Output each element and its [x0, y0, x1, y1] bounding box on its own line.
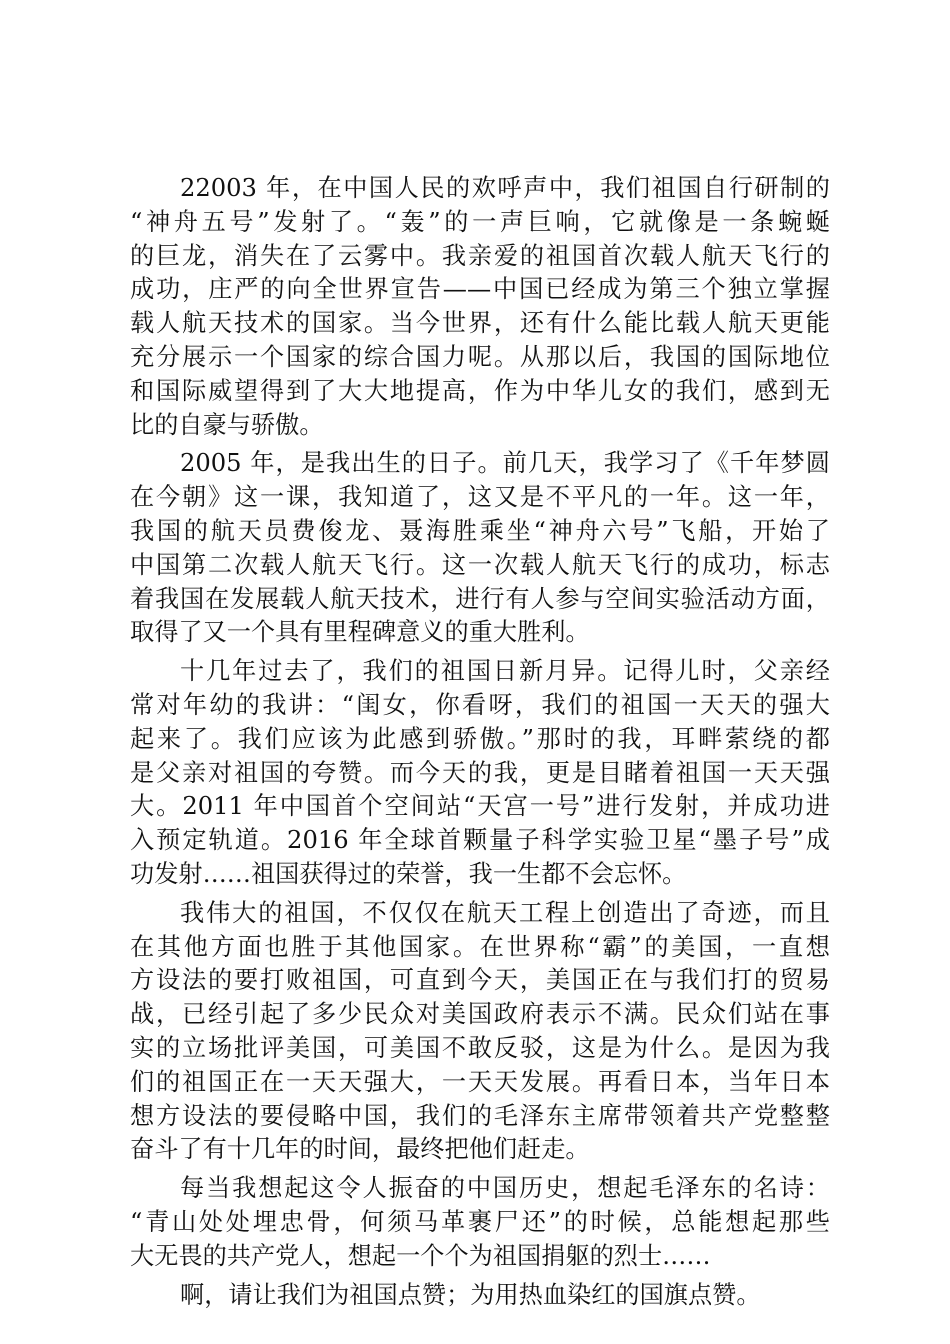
paragraph [130, 447, 830, 650]
text-line: 啊，请让我们为祖国点赞；为用热血染红的国旗点赞。 [180, 1280, 761, 1309]
text-line: 比的自豪与骄傲。 [130, 410, 324, 439]
text-line: 实的立场批评美国，可美国不敢反驳，这是为什么。是因为我 [130, 1033, 830, 1062]
text-line: 常对年幼的我讲：“闺女，你看呀，我们的祖国一天天的强大 [130, 690, 830, 719]
text-line: 着我国在发展载人航天技术，进行有人参与空间实验活动方面， [130, 584, 830, 613]
text-line: 取得了又一个具有里程碑意义的重大胜利。 [130, 618, 590, 647]
text-line: 入预定轨道。2016 年全球首颗量子科学实验卫星“墨子号”成 [130, 826, 830, 855]
text-line: 我国的航天员费俊龙、聂海胜乘坐“神舟六号”飞船，开始了 [130, 516, 830, 545]
text-line: “青山处处埋忠骨，何须马革裹尸还”的时候，总能想起那些 [130, 1207, 830, 1236]
text-line: 载人航天技术的国家。当今世界，还有什么能比载人航天更能 [130, 309, 830, 338]
text-line: 成功，庄严的向全世界宣告——中国已经成为第三个独立掌握 [130, 275, 830, 304]
text-line: 奋斗了有十几年的时间，最终把他们赶走。 [130, 1135, 590, 1164]
document-body [130, 172, 830, 1312]
paragraph [130, 655, 830, 892]
text-line: 是父亲对祖国的夸赞。而今天的我，更是目睹着祖国一天天强 [130, 758, 830, 787]
text-line: 功发射……祖国获得过的荣誉，我一生都不会忘怀。 [130, 859, 687, 888]
text-line: 充分展示一个国家的综合国力呢。从那以后，我国的国际地位 [130, 342, 830, 371]
text-line: 和国际威望得到了大大地提高，作为中华儿女的我们，感到无 [130, 376, 830, 405]
text-line: 方设法的要打败祖国，可直到今天，美国正在与我们打的贸易 [130, 966, 830, 995]
paragraph [130, 1172, 830, 1273]
text-line: 十几年过去了，我们的祖国日新月异。记得儿时，父亲经 [180, 657, 830, 686]
text-line: 想方设法的要侵略中国，我们的毛泽东主席带领着共产党整整 [130, 1101, 830, 1130]
paragraph [130, 172, 830, 442]
text-line: 22003 年，在中国人民的欢呼声中，我们祖国自行研制的 [180, 174, 830, 202]
paragraph [130, 1279, 830, 1313]
text-line: 大。2011 年中国首个空间站“天宫一号”进行发射，并成功进 [130, 792, 830, 821]
text-line: 大无畏的共产党人，想起一个个为祖国捐躯的烈士…… [130, 1241, 711, 1270]
text-line: 每当我想起这令人振奋的中国历史，想起毛泽东的名诗： [180, 1174, 830, 1203]
text-line: 起来了。我们应该为此感到骄傲。”那时的我，耳畔萦绕的都 [130, 724, 830, 753]
text-line: 中国第二次载人航天飞行。这一次载人航天飞行的成功，标志 [130, 550, 830, 579]
text-line: 我伟大的祖国，不仅仅在航天工程上创造出了奇迹，而且 [180, 898, 830, 927]
text-line: 在其他方面也胜于其他国家。在世界称“霸”的美国，一直想 [130, 932, 830, 961]
text-line: 的巨龙，消失在了云雾中。我亲爱的祖国首次载人航天飞行的 [130, 241, 830, 270]
text-line: 2005 年，是我出生的日子。前几天，我学习了《千年梦圆 [180, 449, 830, 478]
text-line: 们的祖国正在一天天强大，一天天发展。再看日本，当年日本 [130, 1067, 830, 1096]
text-line: 在今朝》这一课，我知道了，这又是不平凡的一年。这一年， [130, 483, 830, 512]
text-line: “神舟五号”发射了。“轰”的一声巨响，它就像是一条蜿蜒 [130, 207, 830, 236]
text-line: 战，已经引起了多少民众对美国政府表示不满。民众们站在事 [130, 1000, 830, 1029]
paragraph [130, 897, 830, 1167]
